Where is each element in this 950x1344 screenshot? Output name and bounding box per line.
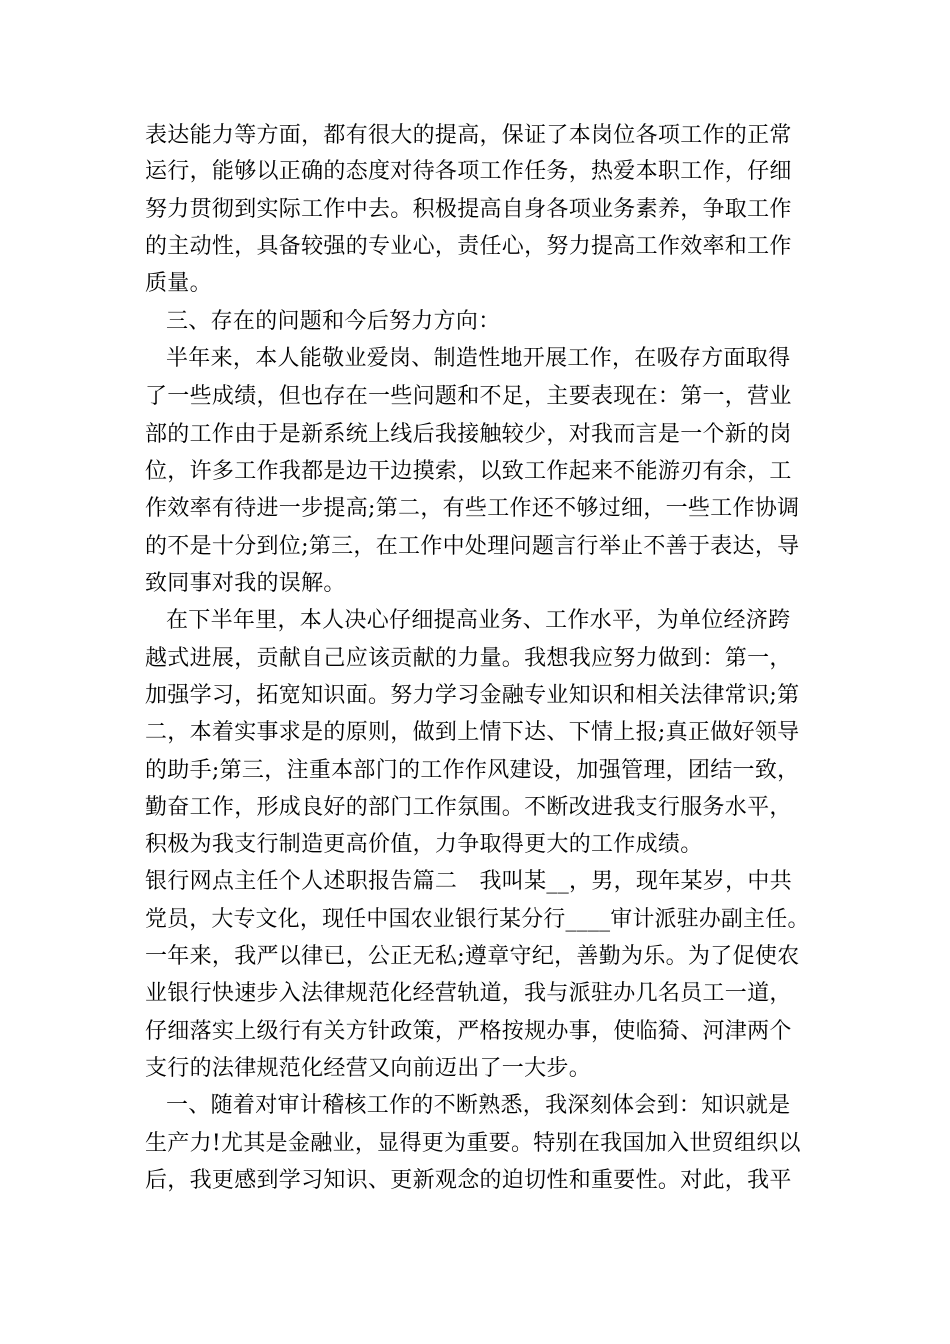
text-line: 的助手;第三，注重本部门的工作作风建设，加强管理，团结一致， (145, 758, 800, 783)
section-heading: 三、存在的问题和今后努力方向： (166, 309, 501, 334)
text-line: 运行，能够以正确的态度对待各项工作任务，热爱本职工作，仔细 (145, 159, 792, 184)
text-line: 加强学习，拓宽知识面。努力学习金融专业知识和相关法律常识;第 (145, 683, 800, 708)
text-line: 二，本着实事求是的原则，做到上情下达、下情上报;真正做好领导 (145, 720, 800, 745)
text-line: 后，我更感到学习知识、更新观念的迫切性和重要性。对此，我平 (145, 1168, 792, 1193)
text-line: 的不是十分到位;第三，在工作中处理问题言行举止不善于表达，导 (145, 534, 800, 559)
text-line: 一、随着对审计稽核工作的不断熟悉，我深刻体会到：知识就是 (166, 1093, 791, 1118)
text-line: 半年来，本人能敬业爱岗、制造性地开展工作，在吸存方面取得 (166, 346, 791, 371)
text-line: 一年来，我严以律已，公正无私;遵章守纪，善勤为乐。为了促使农 (145, 944, 800, 969)
text-line: 仔细落实上级行有关方针政策，严格按规办事，使临猗、河津两个 (145, 1019, 792, 1044)
text-line: 党员，大专文化，现任中国农业银行某分行____审计派驻办副主任。 (145, 907, 810, 932)
text-line: 业银行快速步入法律规范化经营轨道，我与派驻办几名员工一道， (145, 981, 792, 1006)
text-line: 积极为我支行制造更高价值，力争取得更大的工作成绩。 (145, 832, 703, 857)
text-line: 生产力!尤其是金融业，显得更为重要。特别在我国加入世贸组织以 (145, 1131, 801, 1156)
text-line: 努力贯彻到实际工作中去。积极提高自身各项业务素养，争取工作 (145, 197, 792, 222)
text-line: 银行网点主任个人述职报告篇二 我叫某__，男，现年某岁，中共 (145, 869, 793, 894)
text-line: 勤奋工作，形成良好的部门工作氛围。不断改进我支行服务水平， (145, 795, 792, 820)
text-line: 部的工作由于是新系统上线后我接触较少，对我而言是一个新的岗 (145, 422, 792, 447)
text-line: 越式进展，贡献自己应该贡献的力量。我想我应努力做到：第一， (145, 646, 792, 671)
text-line: 作效率有待进一步提高;第二，有些工作还不够过细，一些工作协调 (145, 496, 800, 521)
text-line: 在下半年里，本人决心仔细提高业务、工作水平，为单位经济跨 (166, 608, 791, 633)
text-line: 的主动性，具备较强的专业心，责任心，努力提高工作效率和工作 (145, 234, 792, 259)
text-line: 表达能力等方面，都有很大的提高，保证了本岗位各项工作的正常 (145, 123, 792, 148)
text-line: 了一些成绩，但也存在一些问题和不足，主要表现在：第一，营业 (145, 384, 792, 409)
text-line: 位，许多工作我都是边干边摸索，以致工作起来不能游刃有余，工 (145, 459, 792, 484)
text-line: 质量。 (145, 271, 212, 296)
text-line: 致同事对我的误解。 (145, 571, 346, 596)
text-line: 支行的法律规范化经营又向前迈出了一大步。 (145, 1056, 592, 1081)
